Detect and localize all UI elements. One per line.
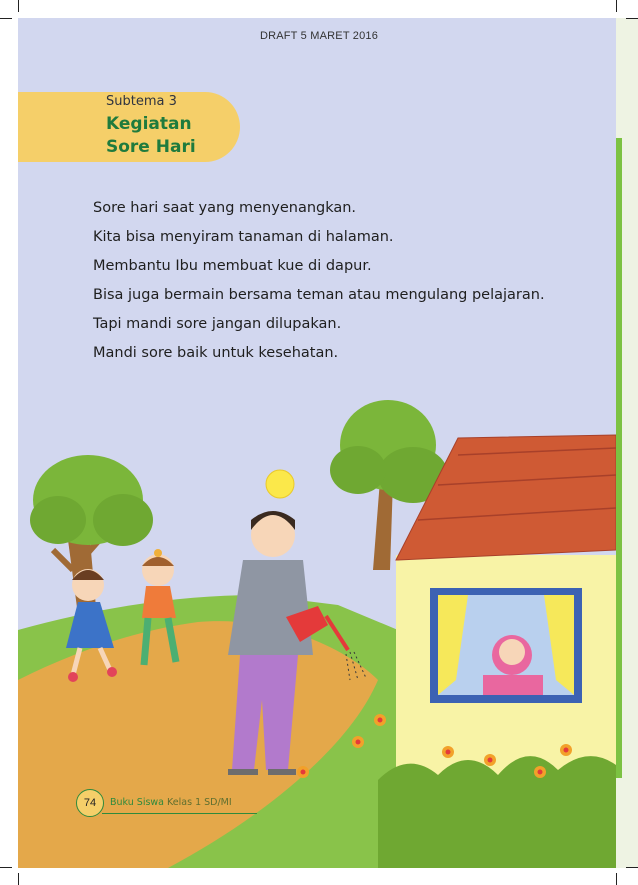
crop-mark xyxy=(0,867,12,868)
subtema-title-line1: Kegiatan xyxy=(106,114,192,134)
book-class: Kelas 1 SD/MI xyxy=(167,797,232,808)
poem-line: Bisa juga bermain bersama teman atau mengulang pelajaran. xyxy=(93,287,545,303)
footer-rule xyxy=(102,813,257,814)
subtema-label: Subtema 3 xyxy=(106,94,177,109)
crop-mark xyxy=(18,873,19,885)
page-number: 74 xyxy=(76,789,104,817)
crop-mark xyxy=(616,873,617,885)
garden-illustration xyxy=(18,380,616,868)
crop-mark xyxy=(626,867,638,868)
crop-mark xyxy=(626,18,638,19)
poem-line: Tapi mandi sore jangan dilupakan. xyxy=(93,316,342,332)
crop-mark xyxy=(0,18,12,19)
subtema-title xyxy=(106,113,196,159)
poem-line: Membantu Ibu membuat kue di dapur. xyxy=(93,258,372,274)
subtema-title-line2: Sore Hari xyxy=(106,137,196,157)
crop-mark xyxy=(18,0,19,12)
crop-mark xyxy=(616,0,617,12)
book-title: Buku Siswa xyxy=(110,797,164,808)
poem-line: Mandi sore baik untuk kesehatan. xyxy=(93,345,339,361)
draft-label: DRAFT 5 MARET 2016 xyxy=(259,30,379,42)
right-margin-strip xyxy=(616,18,638,868)
book-label xyxy=(110,797,232,808)
sun-icon xyxy=(266,470,294,498)
poem-text xyxy=(93,199,563,373)
green-edge-bar xyxy=(616,138,622,778)
poem-line: Sore hari saat yang menyenangkan. xyxy=(93,200,357,216)
poem-line: Kita bisa menyiram tanaman di halaman. xyxy=(93,229,394,245)
